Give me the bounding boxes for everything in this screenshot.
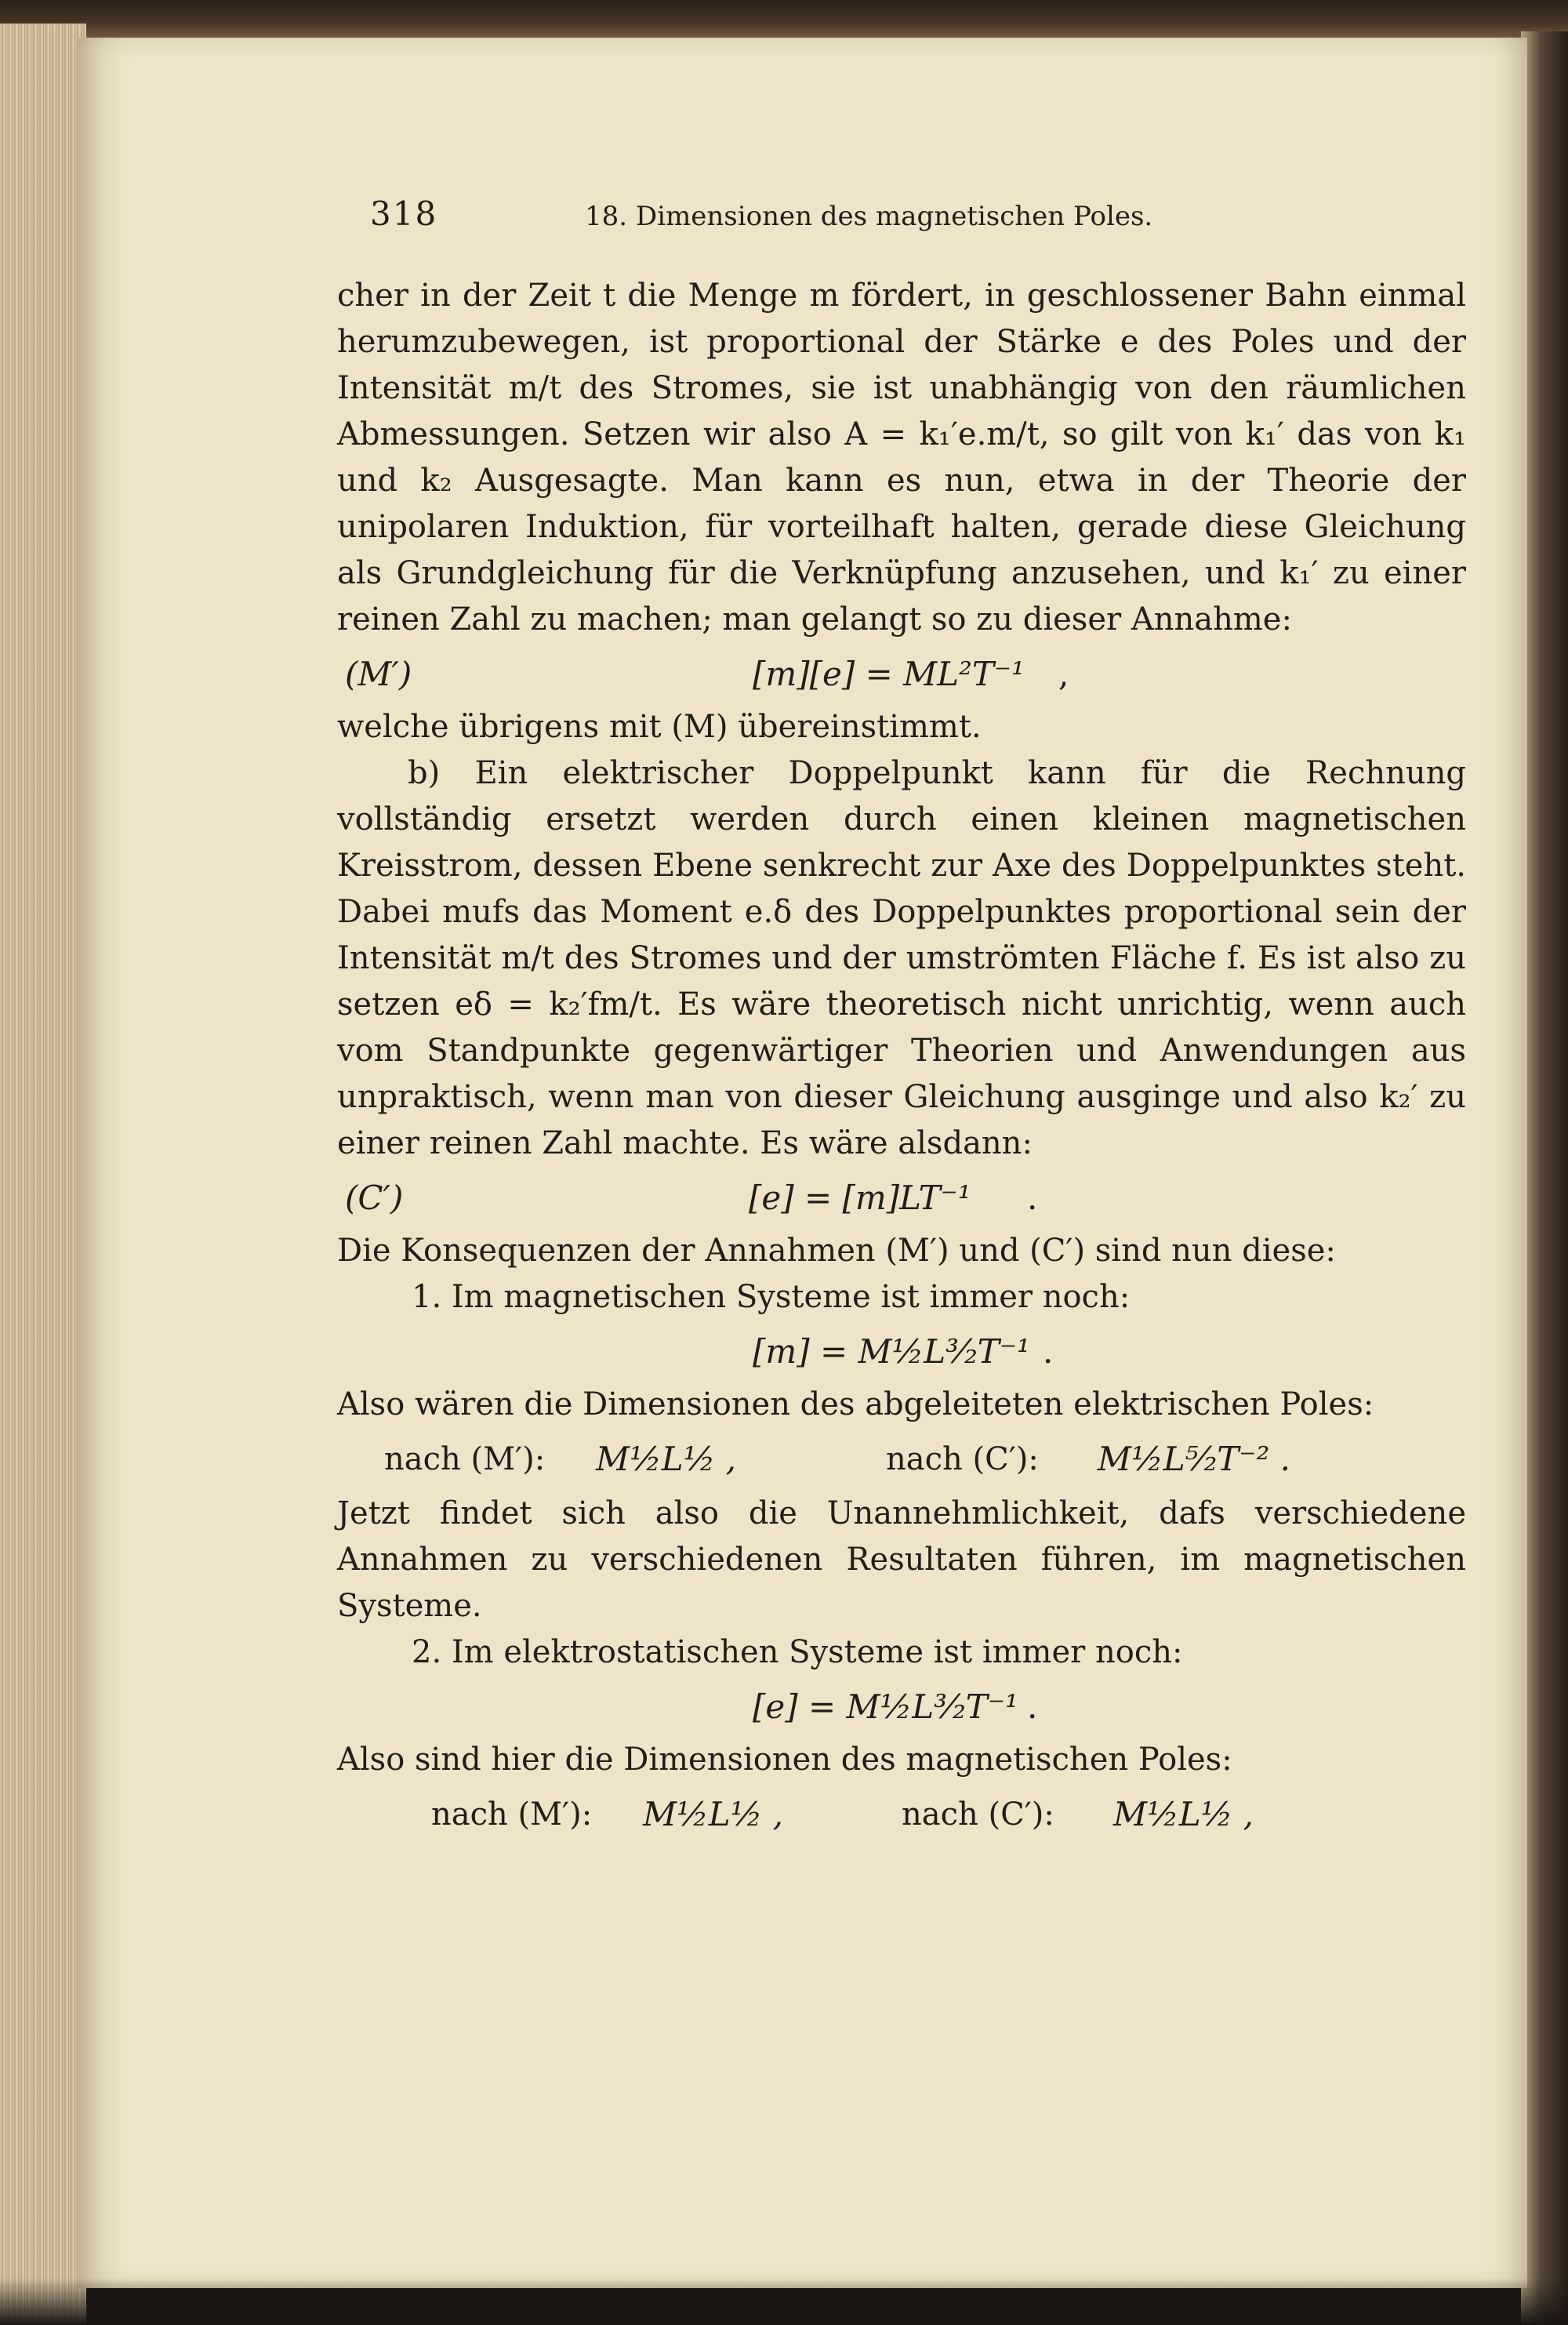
nach-formula-c: M½L½ , — [1113, 1795, 1254, 1833]
equation-formula: [m] = M½L³⁄₂T⁻¹ — [753, 1332, 1030, 1371]
nach-label-c: nach (C′): — [886, 1441, 1039, 1477]
equation-electrostatic-e — [337, 1679, 1466, 1735]
paragraph-4: Die Konsequenzen der Annahmen (M′) und (C′) sind nun diese: — [337, 1233, 1336, 1269]
nach-formula-m: M½L½ , — [596, 1440, 737, 1478]
list-item-2: 2. Im elektrostatischen Systeme ist immer noch: — [412, 1634, 1183, 1670]
equation-m-prime — [337, 646, 1466, 703]
equation-c-prime — [337, 1170, 1466, 1226]
nach-formula-m: M½L½ , — [643, 1795, 784, 1833]
paragraph-2: welche übrigens mit (M) übereinstimmt. — [337, 709, 982, 745]
dimensions-row-electric — [337, 1428, 1466, 1491]
equation-formula: [m][e] = ML²T⁻¹ — [753, 655, 1025, 693]
running-head: 18. Dimensionen des magnetischen Poles. — [585, 201, 1153, 232]
body-text — [337, 273, 1466, 1846]
equation-punctuation: . — [1043, 1332, 1054, 1371]
equation-formula: [e] = M½L³⁄₂T⁻¹ — [753, 1687, 1018, 1726]
list-item-1: 1. Im magnetischen Systeme ist immer noch: — [412, 1279, 1131, 1315]
equation-punctuation: , — [1058, 655, 1069, 693]
paragraph-7: Jetzt findet sich also die Unannehmlichkeit, dafs verschiedene Annahmen zu verschiedenen Resultaten führen, im magnetischen Systeme. — [337, 1495, 1466, 1624]
bottom-shadow — [0, 2278, 1568, 2325]
equation-tag: (C′) — [345, 1179, 404, 1217]
page-header — [370, 194, 1483, 249]
equation-punctuation: . — [1027, 1687, 1038, 1726]
nach-formula-c: M½L⁵⁄₂T⁻² . — [1098, 1440, 1291, 1478]
paragraph-6: Also wären die Dimensionen des abgeleiteten elektrischen Poles: — [337, 1386, 1374, 1422]
page-number: 318 — [370, 194, 438, 233]
paragraph-9: Also sind hier die Dimensionen des magnetischen Poles: — [337, 1742, 1232, 1778]
page-stack-edge — [0, 24, 86, 2325]
nach-label-c: nach (C′): — [902, 1796, 1054, 1833]
dimensions-row-magnetic — [337, 1783, 1466, 1846]
nach-label-m: nach (M′): — [384, 1441, 546, 1477]
book-page — [78, 38, 1527, 2288]
equation-tag: (M′) — [345, 655, 412, 693]
nach-label-m: nach (M′): — [431, 1796, 593, 1833]
paragraph-3: b) Ein elektrischer Doppelpunkt kann für die Rechnung vollständig ersetzt werden durch einen kleinen magnetischen Kreisstrom, dessen Ebene senkrecht zur Axe des Doppelpunktes steht. Dabei mufs das Moment e.δ des Doppelpunktes proportional sein der Intensität m/t des Stromes und der umströmten Fläche f. Es ist also zu setzen eδ = k₂′fm/t. Es wäre theoretisch nicht unrichtig, wenn auch vom Standpunkte gegenwärtiger Theorien und Anwendungen aus unpraktisch, wenn man von dieser Gleichung ausginge und also k₂′ zu einer reinen Zahl machte. Es wäre alsdann: — [337, 755, 1466, 1161]
paragraph-1: cher in der Zeit t die Menge m fördert, in geschlossener Bahn einmal herumzubewegen, ist proportional der Stärke e des Poles und der Intensität m/t des Stromes, sie ist unabhängig von den räumlichen Abmessungen. Setzen wir also A = k₁′e.m/t, so gilt von k₁′ das von k₁ und k₂ Ausgesagte. Man kann es nun, etwa in der Theorie der unipolaren Induktion, für vorteilhaft halten, gerade diese Gleichung als Grundgleichung für die Verknüpfung anzusehen, und k₁′ zu einer reinen Zahl zu machen; man gelangt so zu dieser Annahme: — [337, 278, 1466, 638]
book-cover-edge — [1521, 31, 1568, 2325]
equation-formula: [e] = [m]LT⁻¹ — [749, 1179, 971, 1217]
equation-punctuation: . — [1027, 1179, 1038, 1217]
equation-magnetic-m — [337, 1324, 1466, 1380]
